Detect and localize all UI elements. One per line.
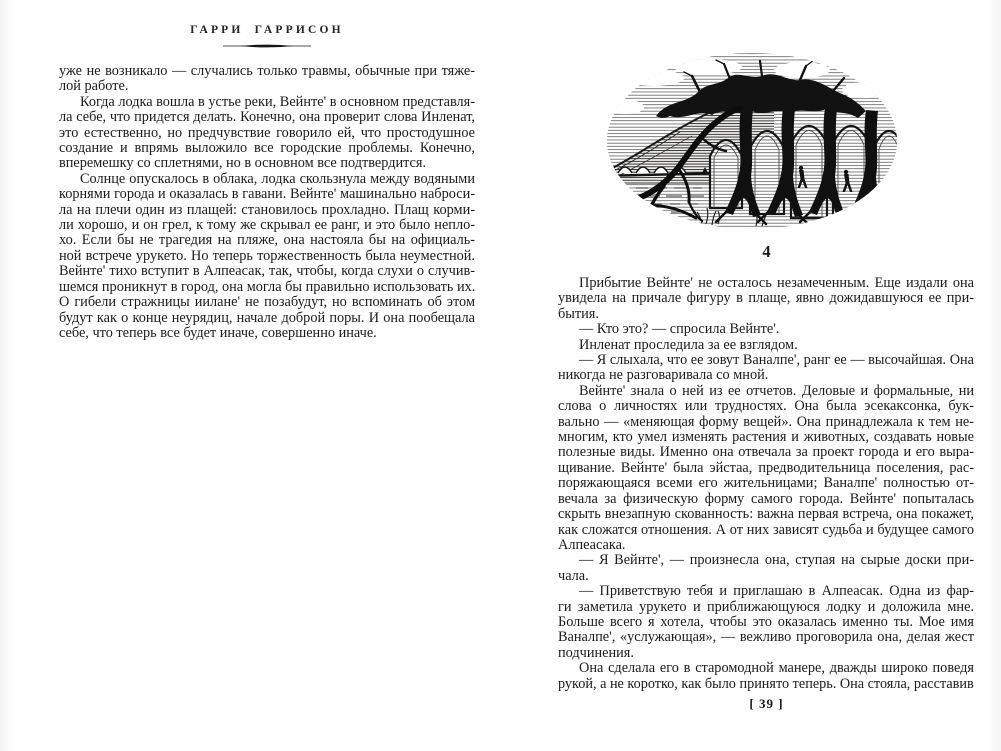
text-line: скрыть внезапную скованность: важна первая встреча, она покажет, bbox=[558, 506, 974, 523]
text-line: подчинения. bbox=[558, 644, 634, 661]
text-line: корнями города и оказалась в гавани. Вейнте' машинально наброси- bbox=[59, 186, 475, 203]
text-line: поряжающаяся всеми его жительницами; Ваналпе' полностью от- bbox=[558, 475, 974, 492]
text-line: бытия. bbox=[558, 305, 599, 322]
text-line: ла на плечи один из плащей: становилось прохладно. Плащ корми- bbox=[59, 201, 475, 218]
text-line: Вейнте' тихо вступит в Алпеасак, так, чтобы, когда слухи о случив- bbox=[59, 263, 475, 280]
text-line: увидела на причале фигуру в плаще, явно дожидавшуюся ее при- bbox=[558, 290, 974, 307]
text-line: вально — «меняющая форму вещей». Она принадлежала к тем не- bbox=[558, 413, 974, 430]
engraving-svg bbox=[606, 52, 898, 230]
text-line: ной встрече урукето. Но теперь торжественность была неуместной. bbox=[59, 247, 475, 264]
text-line: Она сделала его в старомодной манере, дважды широко поведя bbox=[579, 660, 974, 677]
text-line: ги заметила урукето и приближающуюся лодку и доложила мне. bbox=[558, 598, 974, 615]
text-line: полезные виды. Именно она отвечала за проект города и его выра- bbox=[558, 444, 974, 461]
text-line: Инленат проследила за ее взглядом. bbox=[579, 336, 798, 353]
text-line: — Приветствую тебя и приглашаю в Алпеасак. Одна из фар- bbox=[579, 583, 974, 600]
header-divider bbox=[221, 42, 313, 50]
text-line: лой работе. bbox=[59, 78, 129, 95]
text-line: как сложатся отношения. А от них зависят судьба и будущее самого bbox=[558, 521, 974, 538]
text-line: шемся проникнут в город, она могла бы правильно использовать их. bbox=[59, 278, 476, 295]
text-line: многим, кто умел изменять растения и животных, создавать новые bbox=[558, 429, 974, 446]
text-line: — Я Вейнте', — произнесла она, ступая на сырые доски при- bbox=[579, 552, 974, 569]
left-page-text bbox=[59, 64, 475, 341]
text-line: Больше всего я хотела, чтобы это оказалась именно ты. Мое имя bbox=[558, 613, 974, 630]
text-line: создание и впрямь выложило все городские проблемы. Конечно, bbox=[59, 140, 475, 157]
text-line: Алпеасака. bbox=[558, 536, 626, 553]
page-number: [ 39 ] bbox=[749, 696, 784, 711]
running-header: ГАРРИ ГАРРИСОН bbox=[190, 24, 344, 36]
text-line: слова о личностях или трудностях. Она была эсекаксонка, бук- bbox=[558, 398, 974, 415]
text-line: рукой, а не коротко, как было принято теперь. Она стояла, расставив bbox=[558, 675, 974, 692]
text-line: Когда лодка вошла в устье реки, Вейнте' в основном представля- bbox=[80, 93, 475, 110]
text-line: Вейнте' знала о ней из ее отчетов. Деловые и формальные, ни bbox=[579, 382, 974, 399]
text-line: вперемешку со сплетнями, но в основном все подтвердится. bbox=[59, 155, 427, 172]
text-line: Прибытие Вейнте' не осталось незамеченным. Еще издали она bbox=[579, 275, 974, 291]
text-line: себе, что теперь все будет иначе, совершенно иначе. bbox=[59, 324, 377, 341]
text-line: — Кто это? — спросила Вейнте'. bbox=[579, 321, 780, 338]
text-line: чала. bbox=[558, 567, 589, 584]
text-line: хо. Если бы не трагедия на пляже, она настояла бы на официаль- bbox=[59, 232, 475, 249]
text-line: вечала за физическую форму самого города. Вейнте' попыталась bbox=[558, 490, 974, 507]
text-line: уже не возникало — случались только травмы, обычные при тяже- bbox=[59, 63, 475, 79]
text-line: Солнце опускалось в облака, лодка скользнула между водяными bbox=[80, 170, 475, 187]
text-line: никогда не разговаривала со мной. bbox=[558, 367, 769, 384]
text-line: ла себе, что придется делать. Конечно, она проверит слова Инленат, bbox=[59, 109, 475, 126]
chapter-illustration bbox=[606, 52, 898, 230]
page-left bbox=[59, 24, 476, 341]
text-line: будут как о конце неурядиц, начале доброй поры. И она пообещала bbox=[59, 309, 475, 326]
text-line: — Я слыхала, что ее зовут Ваналпе', ранг ее — высочайшая. Она bbox=[578, 352, 974, 369]
chapter-number: 4 bbox=[762, 242, 771, 261]
text-line: щивание. Вейнте' была эйстаа, предводительница поселения, рас- bbox=[558, 459, 974, 476]
text-line: Ваналпе', «услужающая», — вежливо проговорила она, делая жест bbox=[558, 629, 974, 646]
text-line: О гибели стражницы иилане' не позабудут, но вспоминать об этом bbox=[59, 294, 475, 311]
right-page-text bbox=[558, 276, 974, 692]
text-line: это естественно, но предчувствие говорило ей, что простодушное bbox=[59, 124, 475, 141]
text-line: ли хорошо, и он грел, к тому же скрывал ее ранг, и это было непло- bbox=[59, 217, 475, 234]
